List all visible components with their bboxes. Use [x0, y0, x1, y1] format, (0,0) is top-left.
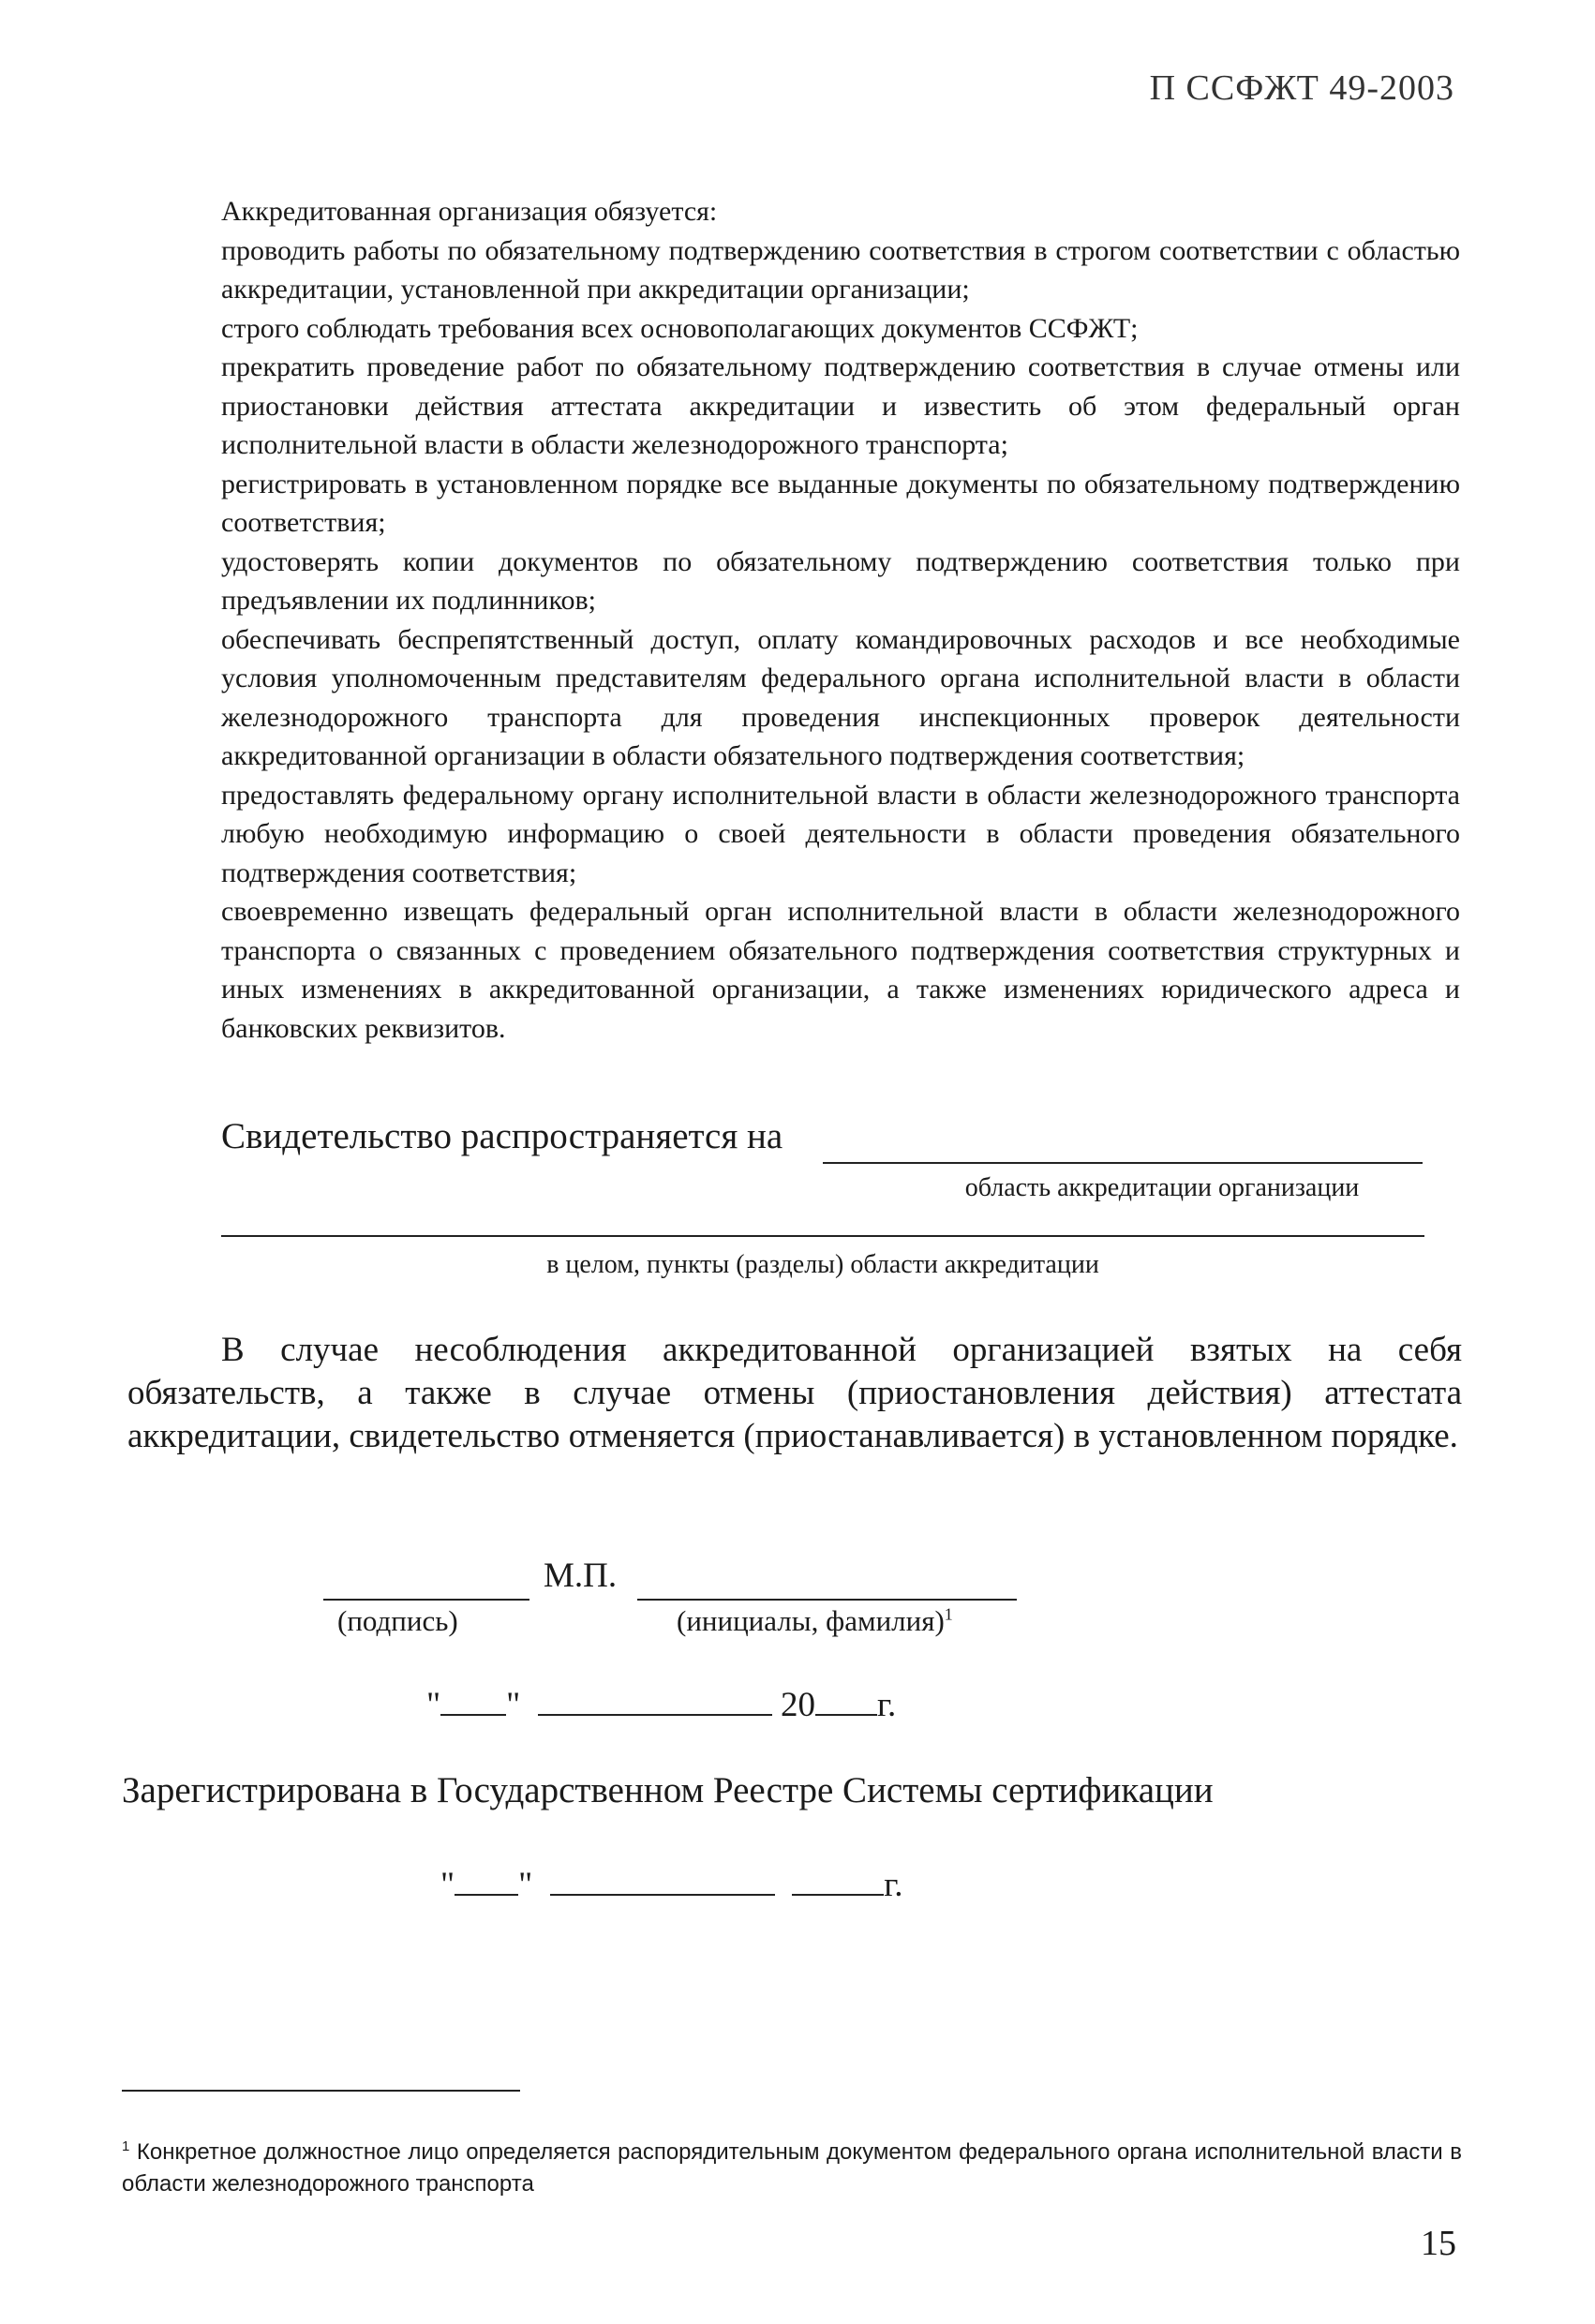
day-blank [440, 1686, 506, 1716]
month-blank [538, 1686, 772, 1716]
day-blank [455, 1866, 518, 1896]
year-suffix: г. [876, 1686, 897, 1724]
open-quote: " [440, 1866, 455, 1904]
page-number: 15 [1421, 2224, 1456, 2263]
obligations-section [221, 192, 1460, 1048]
obligation-item: своевременно извещать федеральный орган исполнительной власти в области железнодорожного транспорта о связанных с проведением обязательного подтверждения соответствия структурных и иных изменениях в аккредитованной организации, а также изменениях юридического адреса и банковских реквизитов. [221, 896, 1460, 1044]
obligation-item: удостоверять копии документов по обязательному подтверждению соответствия только при предъявлении их подлинников; [221, 545, 1460, 616]
registration-date-row [440, 1865, 902, 1905]
obligation-item: прекратить проведение работ по обязательному подтверждению соответствия в случае отмены или приостановки действия аттестата аккредитации и известить об этом федеральный орган исполнительной власти в области железнодорожного транспорта; [221, 351, 1460, 460]
year-prefix: 20 [780, 1686, 815, 1724]
signature-caption: (подпись) [337, 1604, 458, 1637]
obligation-item: регистрировать в установленном порядке все выданные документы по обязательному подтверждению соответствия; [221, 468, 1460, 538]
name-blank-line [637, 1599, 1017, 1601]
close-quote: " [506, 1686, 521, 1724]
scope-blank-line [823, 1162, 1423, 1164]
scope-caption-2: в целом, пункты (разделы) области аккредитации [546, 1250, 1099, 1279]
obligations-intro: Аккредитованная организация обязуется: [221, 196, 718, 227]
obligation-item: предоставлять федеральному органу исполнительной власти в области железнодорожного транспорта любую необходимую информацию о своей деятельности в области проведения обязательного подтверждения соответствия; [221, 779, 1460, 888]
year-blank [792, 1866, 884, 1896]
certificate-scope-label: Свидетельство распространяется на [221, 1116, 783, 1156]
footnote-text: Конкретное должностное лицо определяется распорядительным документом федерального органа исполнительной власти в области железнодорожного транспорта [122, 2139, 1462, 2197]
open-quote: " [426, 1686, 441, 1724]
close-quote: " [518, 1866, 533, 1904]
name-caption: (инициалы, фамилия) [677, 1604, 945, 1637]
registration-text: Зарегистрирована в Государственном Реестре Системы сертификации [122, 1770, 1214, 1810]
footnote-separator [122, 2090, 520, 2092]
year-blank [815, 1686, 877, 1716]
month-blank [550, 1866, 775, 1896]
obligation-item: строго соблюдать требования всех основополагающих документов ССФЖТ; [221, 312, 1139, 344]
year-suffix: г. [884, 1866, 903, 1904]
footnote-reference: 1 [944, 1604, 953, 1624]
name-caption-wrap [677, 1604, 953, 1638]
revocation-paragraph: В случае несоблюдения аккредитованной организацией взятых на себя обязательств, а также в случае отмены (приостановления действия) аттестата аккредитации, свидетельство отменяется (приостанавливается) в установленном порядке. [127, 1331, 1462, 1455]
signature-blank-line [323, 1599, 529, 1601]
footnote [122, 2131, 1462, 2200]
document-code: П ССФЖТ 49-2003 [1149, 68, 1454, 108]
obligation-item: обеспечивать беспрепятственный доступ, оплату командировочных расходов и все необходимые условия уполномоченным представителям федерального органа исполнительной власти в области железнодорожного транспорта для проведения инспекционных проверок деятельности аккредитованной организации в области обязательного подтверждения соответствия; [221, 623, 1460, 771]
stamp-label: М.П. [544, 1557, 618, 1595]
scope-caption: область аккредитации организации [964, 1173, 1360, 1202]
date-row [426, 1685, 896, 1725]
footnote-mark: 1 [122, 2138, 130, 2154]
obligation-item: проводить работы по обязательному подтверждению соответствия в строгом соответствии с областью аккредитации, установленной при аккредитации организации; [221, 234, 1460, 305]
scope-blank-line-2 [221, 1235, 1424, 1237]
